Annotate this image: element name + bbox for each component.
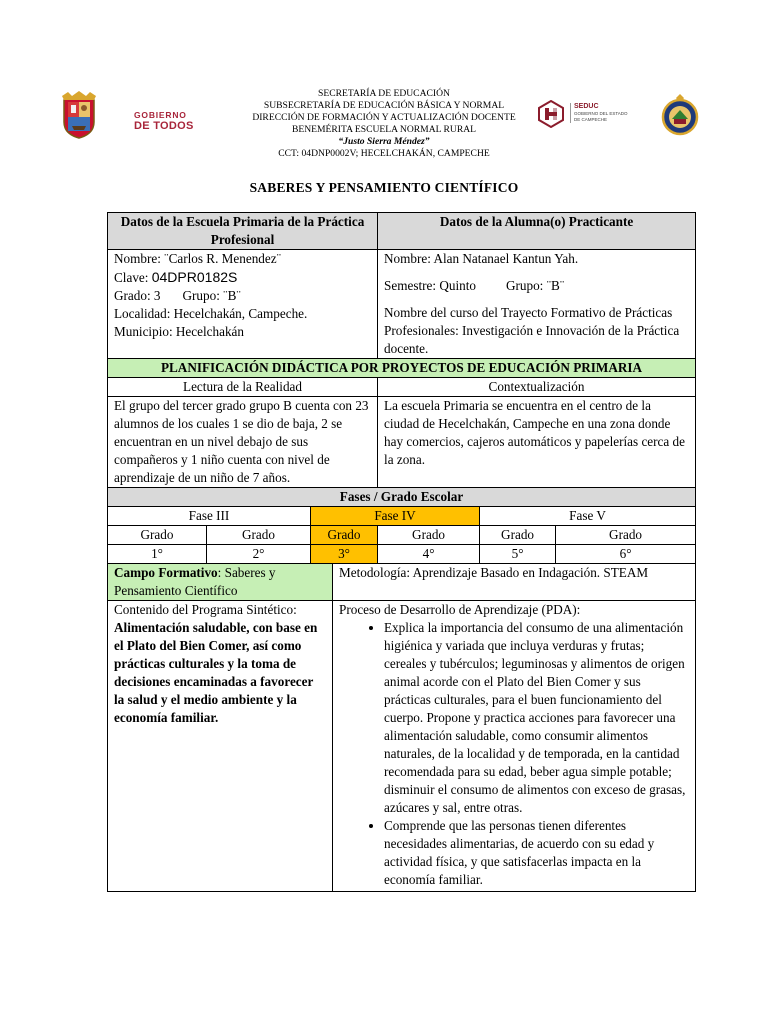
school-name: “Justo Sierra Méndez”	[338, 136, 430, 147]
pda-list	[339, 619, 689, 889]
header-line: DIRECCIÓN DE FORMACIÓN Y ACTUALIZACIÓN DOCENTE	[252, 112, 516, 123]
contextualization-text: La escuela Primaria se encuentra en el centro de la ciudad de Hecelchakán, Campeche en una zona donde hay comercios, cajeros automáticos y papelerías cerca de la zona.	[378, 397, 696, 488]
school-grade-group-field: Grado: 3 Grupo: ¨B¨	[114, 288, 241, 303]
grade-label: Grado	[480, 526, 556, 545]
student-name-field: Nombre: Alan Natanael Kantun Yah.	[384, 251, 579, 266]
school-data-heading: Datos de la Escuela Primaria de la Práctica Profesional	[108, 213, 378, 250]
grade-label: Grado	[207, 526, 311, 545]
synthetic-program-content-cell	[108, 601, 333, 892]
header-line: SECRETARÍA DE EDUCACIÓN	[318, 88, 450, 99]
school-locality-field: Localidad: Hecelchakán, Campeche.	[114, 306, 308, 321]
student-semester-group-field: Semestre: Quinto Grupo: ¨B¨	[384, 278, 565, 293]
planning-heading: PLANIFICACIÓN DIDÁCTICA POR PROYECTOS DE EDUCACIÓN PRIMARIA	[108, 359, 696, 378]
school-municipality-field: Municipio: Hecelchakán	[114, 324, 244, 339]
school-cct: CCT: 04DNP0002V; HECELCHAKÁN, CAMPECHE	[278, 148, 490, 159]
phase-iv-label: Fase IV	[311, 507, 480, 526]
document-header	[0, 88, 768, 166]
list-item: • Comprende que las personas tienen diferentes necesidades alimentarias, de acuerdo con su edad y actividad física, y que satisfacerlas impacta en la economía familiar.	[384, 817, 689, 889]
contextualization-heading: Contextualización	[378, 378, 696, 397]
header-line: SUBSECRETARÍA DE EDUCACIÓN BÁSICA Y NORMAL	[263, 100, 505, 111]
pda-label: Proceso de Desarrollo de Aprendizaje (PDA):	[339, 602, 581, 617]
student-data-cell	[378, 250, 696, 359]
student-course-field: Nombre del curso del Trayecto Formativo de Prácticas Profesionales: Investigación e Innovación de la Práctica docente.	[384, 305, 680, 356]
reality-reading-heading: Lectura de la Realidad	[108, 378, 378, 397]
grade-number: 1°	[108, 545, 207, 564]
grade-number: 5°	[480, 545, 556, 564]
school-name-field: Nombre: ¨Carlos R. Menendez¨	[114, 251, 281, 266]
list-item: • Explica la importancia del consumo de una alimentación higiénica y variada que incluya verduras y frutas; cereales y tubérculos; leguminosas y alimentos de origen animal acorde con el Plato del Bien Comer y sus prácticas culturales, para el buen funcionamiento del cuerpo. Propone y practica acciones para favorecer una alimentación saludable, como consumir alimentos naturales, de la localidad y de temporada, en la cantidad recomendada para su edad, beber agua simple potable; disminuir el consumo de alimentos con exceso de grasas, azúcares y sal, entre otras.	[384, 619, 689, 817]
pda-cell	[333, 601, 696, 892]
planning-table	[107, 212, 696, 892]
synthetic-program-text: Alimentación saludable, con base en el Plato del Bien Comer, así como prácticas culturales y la toma de decisiones encaminadas a favorecer la salud y el medio ambiente y la economía familiar.	[114, 620, 318, 725]
grade-number-selected: 3°	[311, 545, 378, 564]
grade-number: 6°	[556, 545, 696, 564]
gobierno-de-todos-logo: GOBIERNO DE TODOS	[134, 110, 194, 132]
grade-label: Grado	[378, 526, 480, 545]
grade-number: 2°	[207, 545, 311, 564]
page-title: SABERES Y PENSAMIENTO CIENTÍFICO	[249, 180, 519, 195]
school-key-field: Clave: 04DPR0182S	[114, 269, 238, 285]
school-seal-icon	[660, 94, 700, 138]
seduc-emblem-icon	[538, 100, 564, 128]
student-data-heading: Datos de la Alumna(o) Practicante	[378, 213, 696, 250]
synthetic-program-label: Contenido del Programa Sintético:	[114, 602, 297, 617]
formative-field-label: Campo Formativo	[114, 565, 218, 580]
phase-v-label: Fase V	[480, 507, 696, 526]
grade-label-selected: Grado	[311, 526, 378, 545]
methodology-cell: Metodología: Aprendizaje Basado en Indagación. STEAM	[333, 564, 696, 601]
formative-field-cell	[108, 564, 333, 601]
grade-number: 4°	[378, 545, 480, 564]
formative-field-value: : Saberes y Pensamiento Científico	[114, 565, 276, 598]
phases-heading: Fases / Grado Escolar	[108, 488, 696, 507]
reality-reading-text: El grupo del tercer grado grupo B cuenta con 23 alumnos de los cuales 1 se dio de baja, 2 se encuentran en un nivel debajo de sus compañeros y 1 niño cuenta con nivel de aprendizaje de un niño de 7 años.	[108, 397, 378, 488]
phase-iii-label: Fase III	[108, 507, 311, 526]
grade-label: Grado	[108, 526, 207, 545]
campeche-coat-of-arms-icon	[60, 90, 98, 140]
grade-label: Grado	[556, 526, 696, 545]
seduc-logo: SEDUC GOBIERNO DEL ESTADO DE CAMPECHE	[538, 100, 638, 130]
school-data-cell	[108, 250, 378, 359]
institution-heading	[200, 88, 568, 160]
header-line: BENEMÉRITA ESCUELA NORMAL RURAL	[291, 124, 477, 135]
